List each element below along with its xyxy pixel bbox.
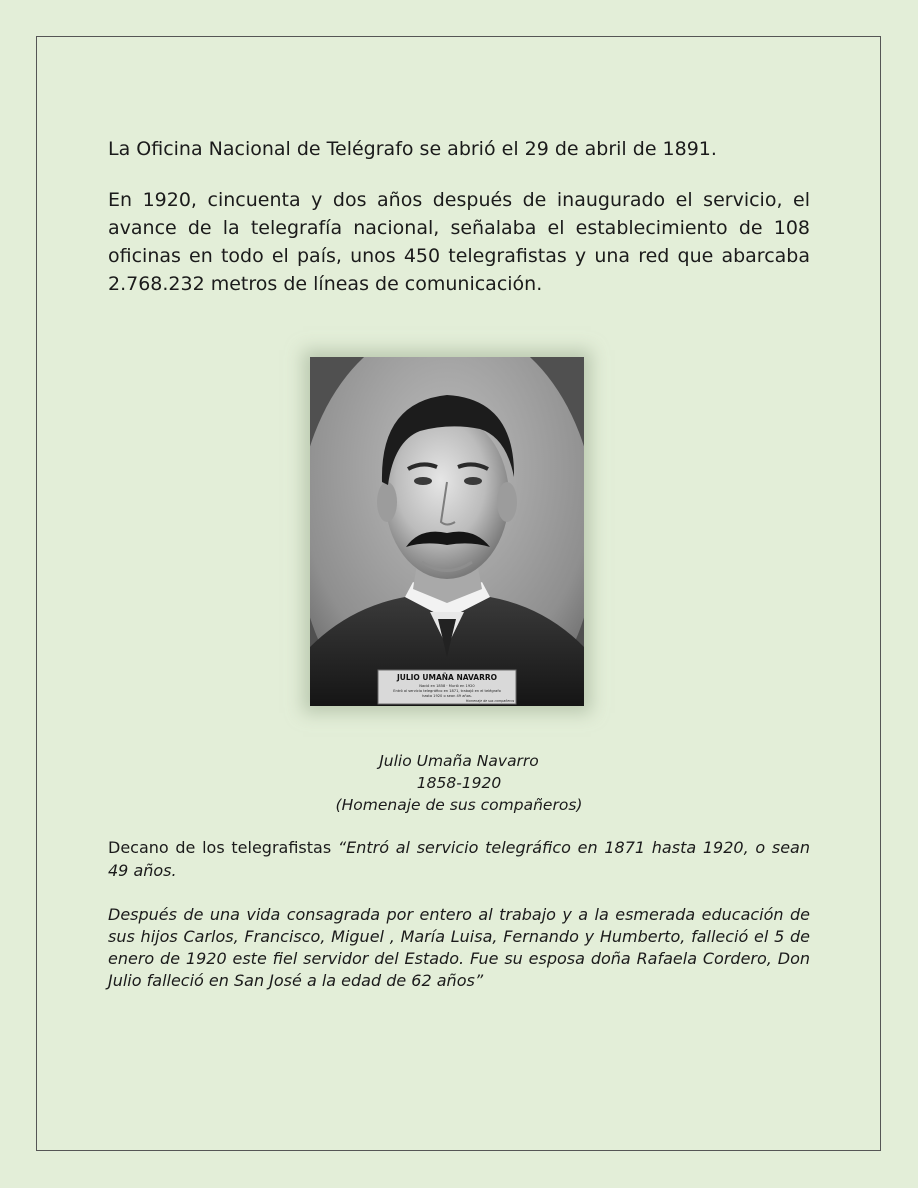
main-paragraph: En 1920, cincuenta y dos años después de inaugurado el servicio, el avance de la telegrafía nacional, señalaba el establecimiento de 108 oficinas en todo el país, unos 450 telegrafistas y una red que abarcaba 2.768.232 metros de líneas de comunicación. — [108, 189, 810, 295]
plaque-line-3: hasta 1920 o sean 49 años. — [422, 694, 472, 698]
plaque-name: JULIO UMAÑA NAVARRO — [396, 673, 498, 682]
decano-paragraph — [108, 836, 810, 882]
caption-name: Julio Umaña Navarro — [379, 752, 539, 770]
plaque-line-4: Homenaje de sus compañeros — [465, 699, 515, 703]
caption-years: 1858-1920 — [416, 774, 502, 792]
portrait-photo — [310, 357, 584, 706]
intro-paragraph: La Oficina Nacional de Telégrafo se abrió el 29 de abril de 1891. — [108, 138, 717, 160]
caption-note: (Homenaje de sus compañeros) — [335, 796, 583, 814]
decano-lead: Decano de los telegrafistas — [108, 838, 338, 857]
plaque-line-2: Entró al servicio telegráfico en 1871, trabajó en el telégrafo — [393, 689, 501, 693]
photo-caption — [108, 750, 810, 816]
plaque-line-1: Nació en 1858 · Murió en 1920 — [419, 684, 475, 688]
biography-paragraph: Después de una vida consagrada por entero al trabajo y a la esmerada educación de sus hijos Carlos, Francisco, Miguel , María Luisa, Fernando y Humberto, falleció el 5 de enero de 1920 este fiel servidor del Estado. Fue su esposa doña Rafaela Cordero, Don Julio falleció en San José a la edad de 62 años” — [108, 905, 810, 990]
decano-quote: “Entró al servicio telegráfico en 1871 hasta 1920, o sean 49 años. — [108, 838, 810, 880]
